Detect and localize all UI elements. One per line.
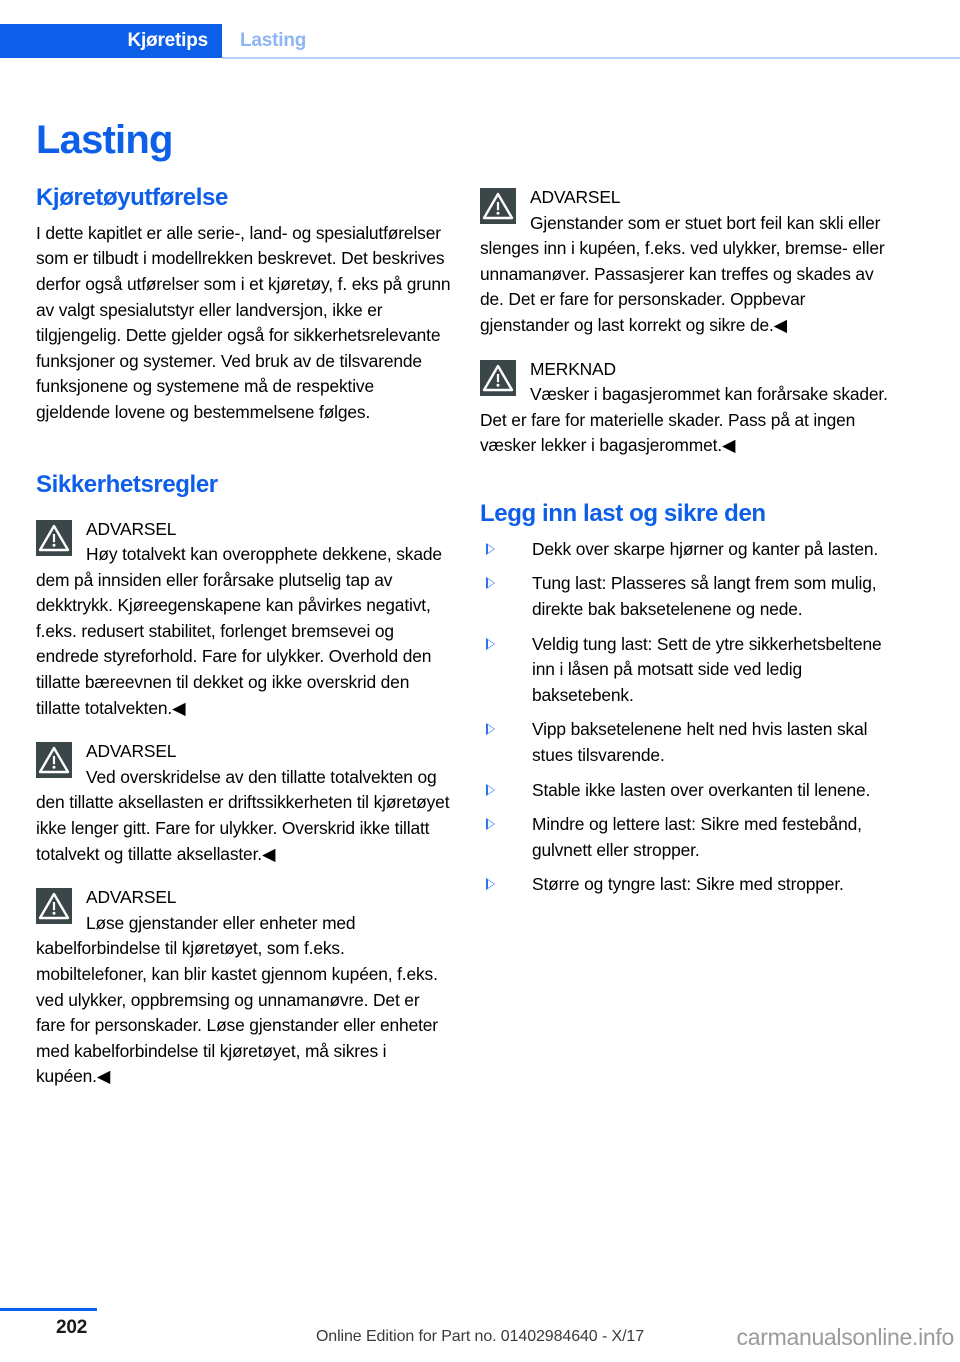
list-item-text: Tung last: Plasseres så langt frem som mulig, direkte bak baksetelenene og nede. [532,573,877,619]
notice-body [480,382,896,459]
triangle-bullet-icon [486,818,495,830]
section-paragraph-kjoretoyutforelse: I dette kapitlet er alle serie-, land- og spesialutførelser som er tilbudt i modellrekken beskrevet. Det beskrives derfor også utførelser som i et kjøretøy, f. eks på grunn av valgt spesialutstyr eller landversjon, ikke er tilgjengelig. Dette gjelder også for sikkerhetsrelevante funksjoner og systemer. Ved bruk av de tilsvarende funksjonene og systemene må de respektive gjeldende lovene og bestemmelsene følges. [36,222,451,423]
list-item-text: Dekk over skarpe hjørner og kanter på lasten. [532,538,879,559]
list-item [480,717,896,768]
notice-title: ADVARSEL [86,741,177,762]
notice-block [36,739,452,867]
tab-kjoretips-label: Kjøretips [127,30,208,51]
notice-title: MERKNAD [530,358,616,379]
list-item [480,632,896,709]
triangle-bullet-icon [486,543,495,555]
warning-triangle-icon [480,360,516,396]
footer-accent-rule [0,1308,97,1311]
list-item [480,537,896,563]
list-item-text: Veldig tung last: Sett de ytre sikkerhetsbeltene inn i låsen på motsatt side ved ledig baksetebenk. [532,633,882,705]
section-heading-legg-inn-last: Legg inn last og sikre den [480,499,766,527]
warning-triangle-icon [36,520,72,556]
notice-block [480,185,896,339]
notice-body [480,211,896,339]
page-title: Lasting [36,117,173,162]
triangle-bullet-icon [486,638,495,650]
notice-title: ADVARSEL [86,887,177,908]
list-item-text: Større og tyngre last: Sikre med stropper. [532,874,844,895]
notice-body-text: Høy totalvekt kan overopphete dekkene, skade dem på innsiden eller forårsake plutselig tap av dekktrykk. Kjøreegenskapene kan påvirkes negativt, f.eks. redusert stabilitet, forlenget bremsevei og endrede styreforhold. Fare for ulykker. Overhold den tillatte bæreevnen til dekket og ikke overskrid den tillatte totalvekten. [36,544,442,718]
tab-lasting-label: Lasting [240,30,307,51]
notice-end-mark: ◀ [773,314,788,335]
triangle-bullet-icon [486,723,495,735]
list-item [480,778,896,804]
triangle-bullet-icon [486,577,495,589]
section-heading-sikkerhetsregler: Sikkerhetsregler [36,470,218,498]
warning-triangle-icon [480,188,516,224]
notice-title: ADVARSEL [530,187,621,207]
list-item [480,872,896,898]
warning-triangle-icon [36,742,72,778]
list-item [480,571,896,622]
list-item-text: Stable ikke lasten over overkanten til lenene. [532,779,871,800]
notice-body [36,911,452,1090]
notice-body-text: Løse gjenstander eller enheter med kabelforbindelse til kjøretøyet, som f.eks. mobiltelefoner, kan blir kastet gjennom kupéen, f.eks. ved ulykker, oppbremsing og unnamanøvre. Det er fare for personskader. Løse gjenstander eller enheter med kabelforbindelse til kjøretøyet, må sikres i kupéen. [36,912,438,1087]
section-heading-kjoretoyutforelse: Kjøretøyutførelse [36,184,228,211]
notice-block [36,517,452,722]
triangle-bullet-icon [486,878,495,890]
header-tab-bar [0,24,960,58]
page-number: 202 [56,1317,88,1338]
left-column [36,185,452,1090]
notice-block [36,885,452,1090]
instruction-list [480,537,896,898]
right-column [480,185,896,898]
tab-lasting[interactable] [240,24,306,58]
notice-end-mark: ◀ [172,697,186,718]
notice-end-mark: ◀ [261,843,276,864]
notice-end-mark: ◀ [96,1066,111,1087]
notice-body-text: Ved overskridelse av den tillatte totalvekten og den tillatte aksellasten er driftssikkerheten til kjøretøyet ikke lenger gitt. Fare for ulykker. Overskrid ikke tillatt totalvekt og tillatte aksellaster. [36,766,450,864]
edition-note: Online Edition for Part no. 01402984640 - X/17 [315,1328,645,1345]
notice-end-mark: ◀ [721,435,736,456]
warning-triangle-icon [36,888,72,924]
list-item-text: Vipp baksetelenene helt ned hvis lasten skal stues tilsvarende. [532,719,868,765]
notice-title: ADVARSEL [86,518,177,539]
site-watermark: carmanualsonline.info [736,1324,954,1350]
notice-body-text: Gjenstander som er stuet bort feil kan skli eller slenges inn i kupéen, f.eks. ved ulykker, bremse- eller unnamanøver. Passasjerer kan treffes og skades av de. Det er fare for personskader. Oppbevar gjenstander og last korrekt og sikre de. [480,212,885,335]
notice-body [36,542,452,721]
tab-kjoretips[interactable] [0,24,222,58]
notice-body-text: Væsker i bagasjerommet kan forårsake skader. Det er fare for materielle skader. Pass på at ingen væsker lekker i bagasjerommet. [480,384,888,456]
notice-body [36,765,452,867]
header-divider [222,57,960,59]
list-item-text: Mindre og lettere last: Sikre med festebånd, gulvnett eller stropper. [532,814,862,860]
triangle-bullet-icon [486,784,495,796]
list-item [480,812,896,863]
notice-block [480,357,896,459]
